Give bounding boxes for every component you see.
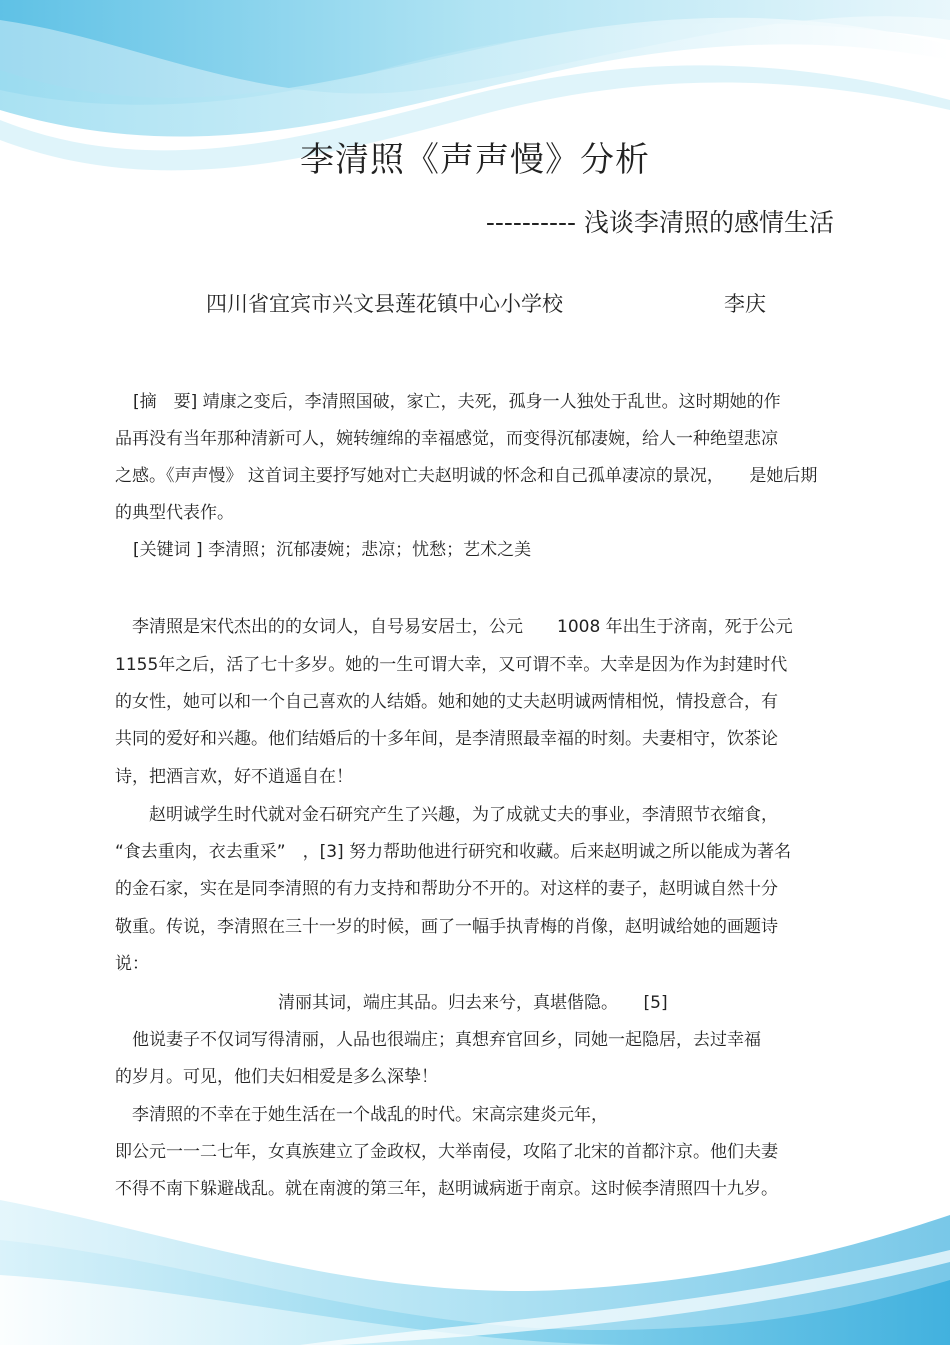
- paragraph-line: 李清照的不幸在于她生活在一个战乱的时代。宋高宗建炎元年，: [115, 1105, 608, 1125]
- paragraph-line: 诗，把酒言欢，好不逍遥自在！: [115, 767, 353, 787]
- paragraph-line: 1155年之后，活了七十多岁。她的一生可谓大幸，又可谓不幸。大幸是因为作为封建时代: [115, 655, 788, 675]
- paragraph-line: 赵明诚学生时代就对金石研究产生了兴趣，为了成就丈夫的事业，李清照节衣缩食，: [115, 805, 778, 825]
- abstract-line: 品再没有当年那种清新可人，婉转缠绵的幸福感觉，而变得沉郁凄婉，给人一种绝望悲凉: [115, 429, 778, 449]
- keywords-line: [关键词 ] 李清照；沉郁凄婉；悲凉；忧愁；艺术之美: [133, 540, 532, 560]
- paragraph-line: 说：: [115, 954, 149, 974]
- author-school: 四川省宜宾市兴文县莲花镇中心小学校: [206, 292, 563, 316]
- paragraph-line: 的岁月。可见，他们夫妇相爱是多么深挚！: [115, 1067, 438, 1087]
- paragraph-line: 不得不南下躲避战乱。就在南渡的第三年，赵明诚病逝于南京。这时候李清照四十九岁。: [115, 1179, 778, 1199]
- poem-quote: 清丽其词，端庄其品。归去来兮，真堪偕隐。 [5]: [278, 993, 668, 1013]
- author-name: 李庆: [724, 292, 766, 316]
- paragraph-line: 他说妻子不仅词写得清丽，人品也很端庄；真想弃官回乡，同她一起隐居，去过幸福: [115, 1030, 761, 1050]
- document-title: 李清照《声声慢》分析: [300, 140, 650, 180]
- paragraph-line: 李清照是宋代杰出的的女词人，自号易安居士，公元 1008 年出生于济南，死于公元: [115, 617, 793, 637]
- paragraph-line: 的金石家，实在是同李清照的有力支持和帮助分不开的。对这样的妻子，赵明诚自然十分: [115, 879, 778, 899]
- paragraph-line: 即公元一一二七年，女真族建立了金政权，大举南侵，攻陷了北宋的首都汴京。他们夫妻: [115, 1142, 778, 1162]
- paragraph-line: 敬重。传说，李清照在三十一岁的时候，画了一幅手执青梅的肖像，赵明诚给她的画题诗: [115, 917, 778, 937]
- paragraph-line: “食去重肉，衣去重采” ，[3] 努力帮助他进行研究和收藏。后来赵明诚之所以能成为著名: [115, 842, 792, 862]
- abstract-line: 的典型代表作。: [115, 503, 234, 523]
- document-subtitle: ---------- 浅谈李清照的感情生活: [485, 208, 834, 237]
- paragraph-line: 的女性，她可以和一个自己喜欢的人结婚。她和她的丈夫赵明诚两情相悦，情投意合，有: [115, 692, 778, 712]
- abstract-line: [摘 要] 靖康之变后，李清照国破，家亡，夫死，孤身一人独处于乱世。这时期她的作: [133, 392, 781, 412]
- paragraph-line: 共同的爱好和兴趣。他们结婚后的十多年间，是李清照最幸福的时刻。夫妻相守，饮茶论: [115, 729, 778, 749]
- abstract-line: 之感。《声声慢》 这首词主要抒写她对亡夫赵明诚的怀念和自己孤单凄凉的景况， 是她后期: [115, 466, 818, 486]
